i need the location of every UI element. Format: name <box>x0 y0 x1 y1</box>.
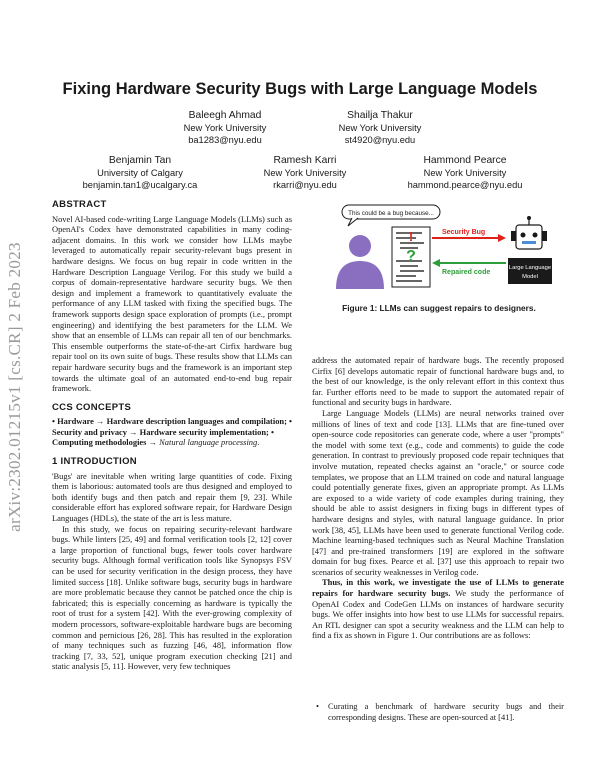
ccs-concepts-end: . <box>257 437 260 448</box>
robot-head-icon <box>516 225 542 249</box>
author-email: st4920@nyu.edu <box>344 135 416 145</box>
author-4 <box>230 155 380 191</box>
author-affiliation: New York University <box>423 168 507 178</box>
robot-ear <box>542 231 547 241</box>
speech-bubble-text: This could be a bug because... <box>348 210 434 217</box>
intro-heading: 1 INTRODUCTION <box>52 456 137 468</box>
bullet-dot-icon: • <box>316 701 319 711</box>
left-column <box>52 200 292 672</box>
author-name: Baleegh Ahmad <box>188 110 262 121</box>
author-email: benjamin.tan1@ucalgary.ca <box>82 180 198 190</box>
figure-caption: Figure 1: LLMs can suggest repairs to designers. <box>342 303 536 313</box>
author-name: Benjamin Tan <box>108 155 172 166</box>
figure-1-illustration <box>318 203 566 291</box>
right-column <box>312 355 564 641</box>
figure-1 <box>318 203 566 291</box>
llm-box <box>508 258 552 284</box>
repaired-code-label: Repaired code <box>442 269 491 276</box>
repair-question-icon: ? <box>406 248 416 265</box>
author-email: hammond.pearce@nyu.edu <box>407 180 523 190</box>
paper-title: Fixing Hardware Security Bugs with Large Language Models <box>62 80 538 98</box>
contribution-bullet-1 <box>316 701 564 722</box>
ccs-concepts <box>52 416 292 448</box>
robot-mouth <box>522 241 536 244</box>
bullet-text: Curating a benchmark of hardware security bugs and their corresponding designs. These are open-sourced at [41]. <box>328 701 564 722</box>
author-email: ba1283@nyu.edu <box>188 135 262 145</box>
author-name: Shailja Thakur <box>347 110 413 121</box>
robot-ear <box>511 231 516 241</box>
author-affiliation: New York University <box>263 168 347 178</box>
author-name: Hammond Pearce <box>423 155 507 166</box>
abstract-text: Novel AI-based code-writing Large Language Models (LLMs) such as OpenAI's Codex have demonstrated capabilities in many coding-adjacent domains. In this work we consider how LLMs maybe leveraged to automatically repair security-relevant bugs present in hardware designs. We focus on bug repair in code written in the Hardware Description Language Verilog. For this study we build a corpus of domain-representative hardware security bugs. We then design and implement a framework to quantitatively evaluate the performance of any LLM tasked with fixing the specified bugs. The framework supports design space exploration of prompts (i.e., prompt engineering) and identifying the best parameters for the LLM. We show that an ensemble of LLMs can repair all ten of our benchmarks. This ensemble outperforms the state-of-the-art Cirfix hardware bug repair tool on its own suite of bugs. These results show that LLMs can repair hardware security bugs and the framework is an important step towards the ultimate goal of an automated end-to-end bug repair framework. <box>52 213 292 394</box>
robot-antenna-tip <box>527 216 531 220</box>
arxiv-stamp <box>4 198 28 578</box>
bug-exclamation-icon: ! <box>408 229 414 244</box>
robot-eye <box>521 233 526 238</box>
arxiv-stamp-text: arXiv:2302.01215v1 [cs.CR] 2 Feb 2023 <box>5 242 24 532</box>
intro-paragraph-1: 'Bugs' are inevitable when writing large quantities of code. Fixing them is laborious: automated tools are thus designed and employed to both identify bugs and then patch and repair them [9, 23]. While considerable effort has explored software repair, for Hardware Design Languages (HDLs), the state of the art is less mature. <box>52 470 292 524</box>
abstract-heading: ABSTRACT <box>52 199 107 210</box>
repair-arrow-head-icon <box>432 259 440 267</box>
person-body-icon <box>336 261 384 289</box>
ccs-concepts-main: • Hardware → Hardware description languages and compilation; • Security and privacy → Hardware security implementation; • Computing methodologies → <box>52 416 292 448</box>
author-affiliation: University of Calgary <box>97 168 183 178</box>
llm-box-line-2: Model <box>522 274 538 280</box>
security-bug-label: Security Bug <box>442 229 486 236</box>
right-paragraph-3-bold: Thus, in this work, we investigate the use of LLMs to generate repairs for hardware security bugs. <box>312 577 564 599</box>
person-head-icon <box>349 235 371 257</box>
robot-eye <box>533 233 538 238</box>
author-5 <box>380 155 550 191</box>
right-paragraph-1: address the automated repair of hardware bugs. The recently proposed Cirfix [6] develops automatic repair of functional hardware bugs and, to the best of our knowledge, is the only relevant effort in this context thus far. Further efforts need to be made to support the automated repair of functional and security bugs in hardware. <box>312 355 564 408</box>
right-paragraph-2: Large Language Models (LLMs) are neural networks trained over millions of lines of text and code [13]. LLMs that are fine-tuned over open-source code repositories can generate code, where a user "prompts" the model with some text (e.g., code and comments) to guide the code generation. In contrast to previously proposed code repair techniques that involve mutation, repeated checks against an "oracle," or source code templates, we propose that an LLM trained on code and natural language could potentially generate fixes, given an appropriate prompt. As LLMs are exposed to a wide variety of code examples during training, they should be able to assist designers in fixing bugs in different types of hardware designs and styles, with natural language guidance. In prior work [38, 45], LLMs have been used to generate functional Verilog code. Machine learning-based techniques such as Neural Machine Translation [47] and pre-trained transformers [19] are explored in the software domain for bug fixes. Pearce et al. [37] use this approach to repair two scenarios of security weaknesses in Verilog code. <box>312 407 564 577</box>
author-affiliation: New York University <box>183 123 267 133</box>
ccs-concepts-italic: Natural language processing <box>159 437 258 448</box>
intro-paragraph-2: In this study, we focus on repairing security-relevant hardware bugs. While linters [25, 49] and formal verification tools [2, 12] cover a large proportion of functional bugs, fewer tools cover hardware security bugs. Although formal verification tools like Synopsys FSV can be used for security verification in the design process, they have limited success [18]. Unlike software bugs, security bugs in hardware are more problematic because they cannot be patched once the chip is fabricated; this is especially concerning as hardware is typically the root of trust for a system [42]. With the ever-growing complexity of modern processors, software-exploitable hardware bugs are becoming common and pernicious [26, 28]. This has resulted in the exploration of many techniques such as fuzzing [46, 48], information flow tracking [7, 33, 52], unique program execution checking [21] and static analysis [5, 11]. However, very few techniques <box>52 523 292 672</box>
right-paragraph-3-rest: We study the performance of OpenAI Codex and CodeGen LLMs on instances of hardware security bugs. We offer insights into how best to use LLMs for successful repairs. An RTL designer can spot a security weakness and the LLM can help to find a fix as shown in Figure 1. Our contributions are as follows: <box>312 588 564 641</box>
author-email: rkarri@nyu.edu <box>273 180 337 190</box>
bug-arrow-head-icon <box>498 234 506 242</box>
llm-box-line-1: Large Language <box>508 265 552 271</box>
ccs-heading: CCS CONCEPTS <box>52 401 132 413</box>
right-paragraph-3 <box>312 577 564 641</box>
author-affiliation: New York University <box>338 123 422 133</box>
author-1 <box>150 110 300 146</box>
author-3 <box>60 155 220 191</box>
author-2 <box>305 110 455 146</box>
author-name: Ramesh Karri <box>273 155 337 166</box>
